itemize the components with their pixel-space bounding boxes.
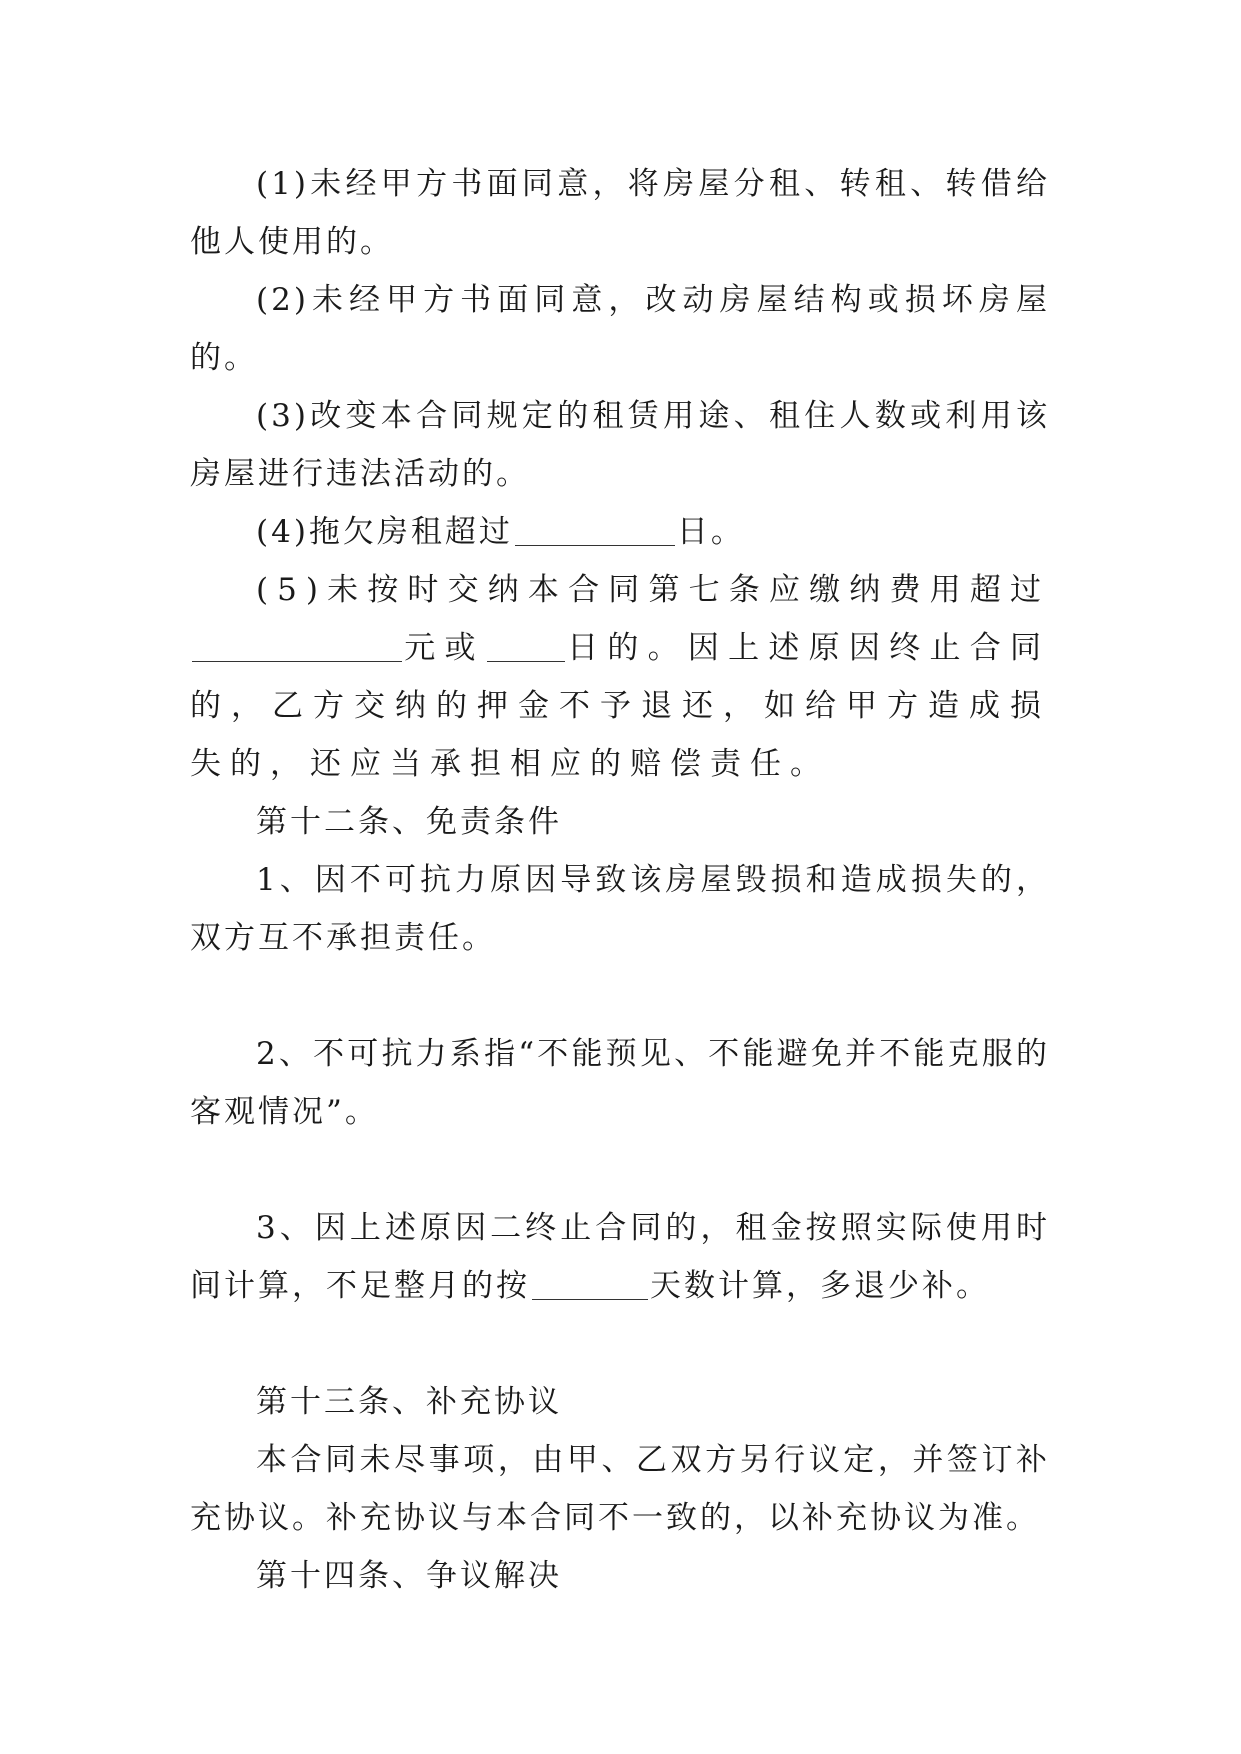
fill-blank-days-2 — [487, 629, 565, 662]
fill-blank-day-count — [532, 1267, 648, 1300]
article-12-title: 第十二条、免责条件 — [256, 804, 562, 840]
article-12-item-1: 1、因不可抗力原因导致该房屋毁损和造成损失的，双方互不承担责任。 — [190, 862, 1050, 956]
spacer — [190, 1315, 1050, 1373]
article-12-item-3-text: 3、因上述原因二终止合同的，租金按照实际使用时间计算，不足整月的按 — [190, 1210, 1050, 1304]
article-12-item-3 — [190, 1199, 1050, 1315]
clause-5-rest: 日的。因上述原因终止合同的，乙方交纳的押金不予退还，如给甲方造成损失的，还应当承担相应的赔偿责任。 — [190, 630, 1051, 782]
spacer — [190, 1141, 1050, 1199]
article-14-title: 第十四条、争议解决 — [256, 1558, 562, 1594]
fill-blank-amount — [192, 629, 402, 662]
article-12-item-3-suffix: 天数计算，多退少补。 — [650, 1268, 990, 1304]
clause-5 — [190, 561, 1050, 793]
fill-blank-days — [515, 513, 675, 546]
article-13-body: 本合同未尽事项，由甲、乙双方另行议定，并签订补充协议。补充协议与本合同不一致的，以补充协议为准。 — [190, 1442, 1050, 1536]
clause-2: (2)未经甲方书面同意，改动房屋结构或损坏房屋的。 — [190, 282, 1050, 376]
article-13-title: 第十三条、补充协议 — [256, 1384, 562, 1420]
clause-4 — [190, 503, 1050, 561]
clause-5-text: (5)未按时交纳本合同第七条应缴纳费用超过 — [256, 572, 1050, 608]
spacer — [190, 967, 1050, 1025]
clause-1: (1)未经甲方书面同意，将房屋分租、转租、转借给他人使用的。 — [190, 166, 1050, 260]
clause-5-mid: 元或 — [404, 630, 485, 666]
clause-3: (3)改变本合同规定的租赁用途、租住人数或利用该房屋进行违法活动的。 — [190, 398, 1050, 492]
clause-4-text: (4)拖欠房租超过 — [256, 514, 513, 550]
clause-4-suffix: 日。 — [676, 514, 745, 550]
document-body — [190, 155, 1050, 1605]
article-12-item-2: 2、不可抗力系指“不能预见、不能避免并不能克服的客观情况”。 — [190, 1036, 1050, 1130]
